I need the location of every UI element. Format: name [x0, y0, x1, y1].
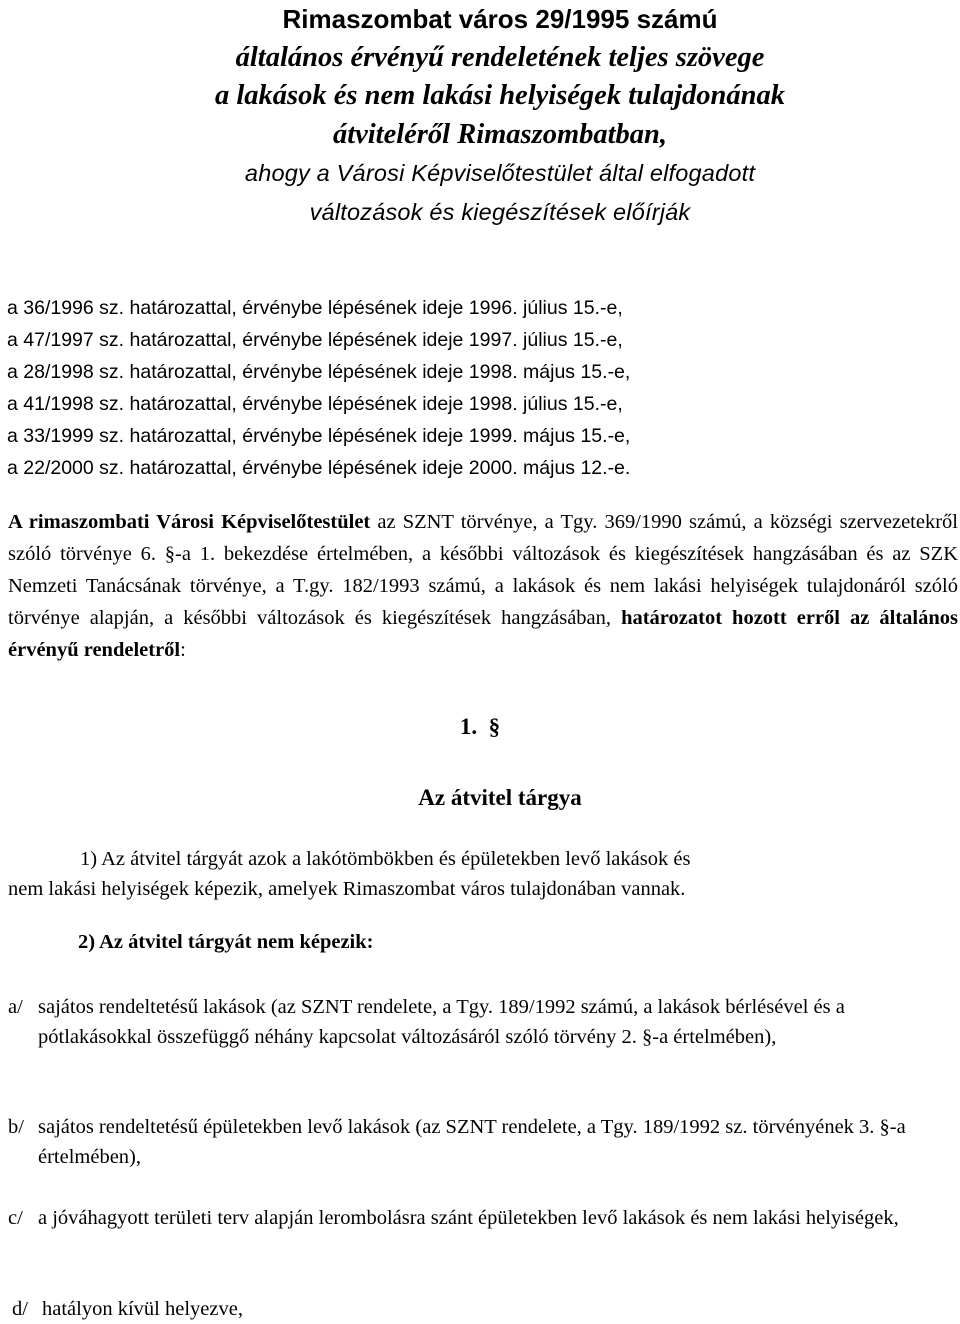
- paragraph-2-heading: 2) Az átvitel tárgyát nem képezik:: [78, 931, 374, 953]
- amendment-item: a 28/1998 sz. határozattal, érvénybe lépésének ideje 1998. május 15.-e,: [7, 361, 631, 383]
- list-item-text: sajátos rendeltetésű lakások (az SZNT rendelete, a Tgy. 189/1992 számú, a lakások bérlésével és a pótlakásokkal összefüggő néhány kapcsolat változásáról szóló törvény 2. §-a értelmében),: [38, 996, 845, 1048]
- title-line-4: átviteléről Rimaszombatban,: [332, 118, 668, 150]
- paragraph-1: [8, 844, 948, 904]
- amendment-item: a 36/1996 sz. határozattal, érvénybe lépésének ideje 1996. július 15.-e,: [7, 297, 623, 319]
- list-item-c: [8, 1203, 908, 1233]
- title-line-5: ahogy a Városi Képviselőtestület által elfogadott: [244, 160, 756, 186]
- preamble-bold-start: A rimaszombati Városi Képviselőtestület: [8, 511, 371, 533]
- paragraph-1-first-line: 1) Az átvitel tárgyát azok a lakótömbökben és épületekben levő lakások és: [80, 848, 691, 870]
- preamble-tail: :: [180, 639, 186, 661]
- amendment-item: a 33/1999 sz. határozattal, érvénybe lépésének ideje 1999. május 15.-e,: [7, 425, 631, 447]
- list-item-b: [8, 1112, 908, 1172]
- title-line-6: változások és kiegészítések előírják: [309, 198, 691, 225]
- list-item-d: [12, 1294, 912, 1324]
- title-line-3: a lakások és nem lakási helyiségek tulajdonának: [214, 80, 786, 111]
- list-marker: a/: [8, 996, 23, 1018]
- title-line-1: Rimaszombat város 29/1995 számú: [282, 4, 718, 34]
- section-number: 1. §: [459, 714, 501, 739]
- amendment-item: a 41/1998 sz. határozattal, érvénybe lépésének ideje 1998. július 15.-e,: [7, 393, 623, 415]
- title-line-2: általános érvényű rendeletének teljes szövege: [235, 41, 765, 73]
- list-marker: c/: [8, 1207, 23, 1229]
- amendment-item: a 22/2000 sz. határozattal, érvénybe lépésének ideje 2000. május 12.-e.: [7, 457, 631, 479]
- document-title: [0, 0, 960, 231]
- section-title: Az átvitel tárgya: [418, 785, 582, 810]
- list-item-a: [8, 992, 908, 1052]
- list-item-text: a jóváhagyott területi terv alapján lerombolásra szánt épületekben levő lakások és nem lakási helyiségek,: [38, 1207, 899, 1229]
- preamble-text: az SZNT törvénye, a Tgy. 369/1990 számú, a községi szervezetekről szóló törvénye 6. §-a 1. bekezdése értelmében, a későbbi változások és kiegészítések hangzásában és az SZK Nemzeti Tanácsának törvénye, a T.gy. 182/1993 számú, a lakások és nem lakási helyiségek tulajdonáról szóló törvénye alapján, a későbbi változások és kiegészítések hangzásában,: [8, 511, 958, 629]
- list-marker: d/: [12, 1298, 28, 1320]
- paragraph-1-rest: nem lakási helyiségek képezik, amelyek Rimaszombat város tulajdonában vannak.: [8, 878, 686, 900]
- amendment-list: [7, 292, 630, 484]
- list-marker: b/: [8, 1116, 24, 1138]
- amendment-item: a 47/1997 sz. határozattal, érvénybe lépésének ideje 1997. július 15.-e,: [7, 329, 623, 351]
- list-item-text: sajátos rendeltetésű épületekben levő lakások (az SZNT rendelete, a Tgy. 189/1992 sz. törvényének 3. §-a értelmében),: [38, 1116, 906, 1168]
- list-item-text: hatályon kívül helyezve,: [42, 1298, 243, 1320]
- preamble: [8, 506, 958, 666]
- preamble-bold-end: határozatot hozott erről az általános érvényű rendeletről: [8, 607, 958, 661]
